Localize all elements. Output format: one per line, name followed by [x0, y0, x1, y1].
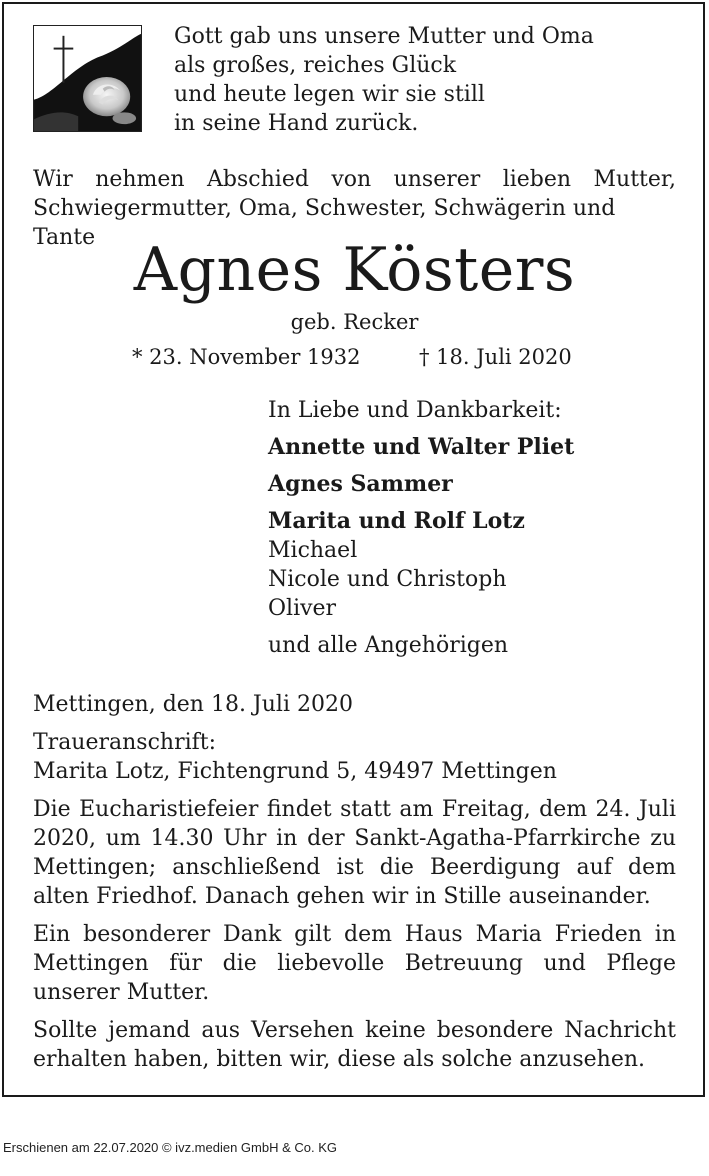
obituary-details [33, 690, 676, 1083]
death-date: † 18. Juli 2020 [419, 345, 572, 369]
poem-line: als großes, reiches Glück [174, 53, 457, 78]
poem-line: und heute legen wir sie still [174, 82, 485, 107]
mourner-grandchild: Oliver [268, 596, 337, 621]
mourner-family: Agnes Sammer [268, 471, 453, 497]
intro-line-1: Wir nehmen Abschied von unserer lieben Mutter, [33, 167, 676, 192]
life-dates [132, 343, 592, 371]
mourning-address [33, 728, 676, 786]
mourners-list [268, 396, 688, 660]
notice-paragraph: Sollte jemand aus Versehen keine besondere Nachricht erhalten haben, bitten wir, diese als solche anzusehen. [33, 1018, 676, 1072]
mourners-heading: In Liebe und Dankbarkeit: [268, 398, 562, 423]
place-date: Mettingen, den 18. Juli 2020 [33, 692, 353, 717]
mourners-others: und alle Angehörigen [268, 633, 509, 658]
deceased-name: Agnes Kösters [133, 235, 576, 305]
poem-line: Gott gab uns unsere Mutter und Oma [174, 24, 594, 49]
publication-footer: Erschienen am 22.07.2020 © ivz.medien GmbH & Co. KG [3, 1140, 338, 1155]
cross-rose-image [33, 25, 142, 132]
birth-date: * 23. November 1932 [132, 345, 361, 369]
mourner-family: Marita und Rolf Lotz [268, 508, 525, 534]
address-value: Marita Lotz, Fichtengrund 5, 49497 Mettingen [33, 759, 557, 784]
address-label: Traueranschrift: [33, 730, 217, 755]
mourner-family: Annette und Walter Pliet [268, 434, 575, 460]
poem [174, 22, 674, 138]
maiden-name: geb. Recker [290, 310, 419, 334]
service-paragraph: Die Eucharistiefeier findet statt am Freitag, dem 24. Juli 2020, um 14.30 Uhr in der Sankt-Agatha-Pfarrkirche zu Mettingen; anschließend ist die Beerdigung auf dem alten Friedhof. Danach gehen wir in Stille auseinander. [33, 797, 676, 909]
mourner-grandchild: Nicole und Christoph [268, 567, 507, 592]
intro-line-2: Schwiegermutter, Oma, Schwester, Schwägerin und Tante [33, 196, 616, 250]
mourner-grandchild: Michael [268, 538, 358, 563]
thanks-paragraph: Ein besonderer Dank gilt dem Haus Maria Frieden in Mettingen für die liebevolle Betreuung und Pflege unserer Mutter. [33, 922, 676, 1005]
poem-line: in seine Hand zurück. [174, 111, 419, 136]
